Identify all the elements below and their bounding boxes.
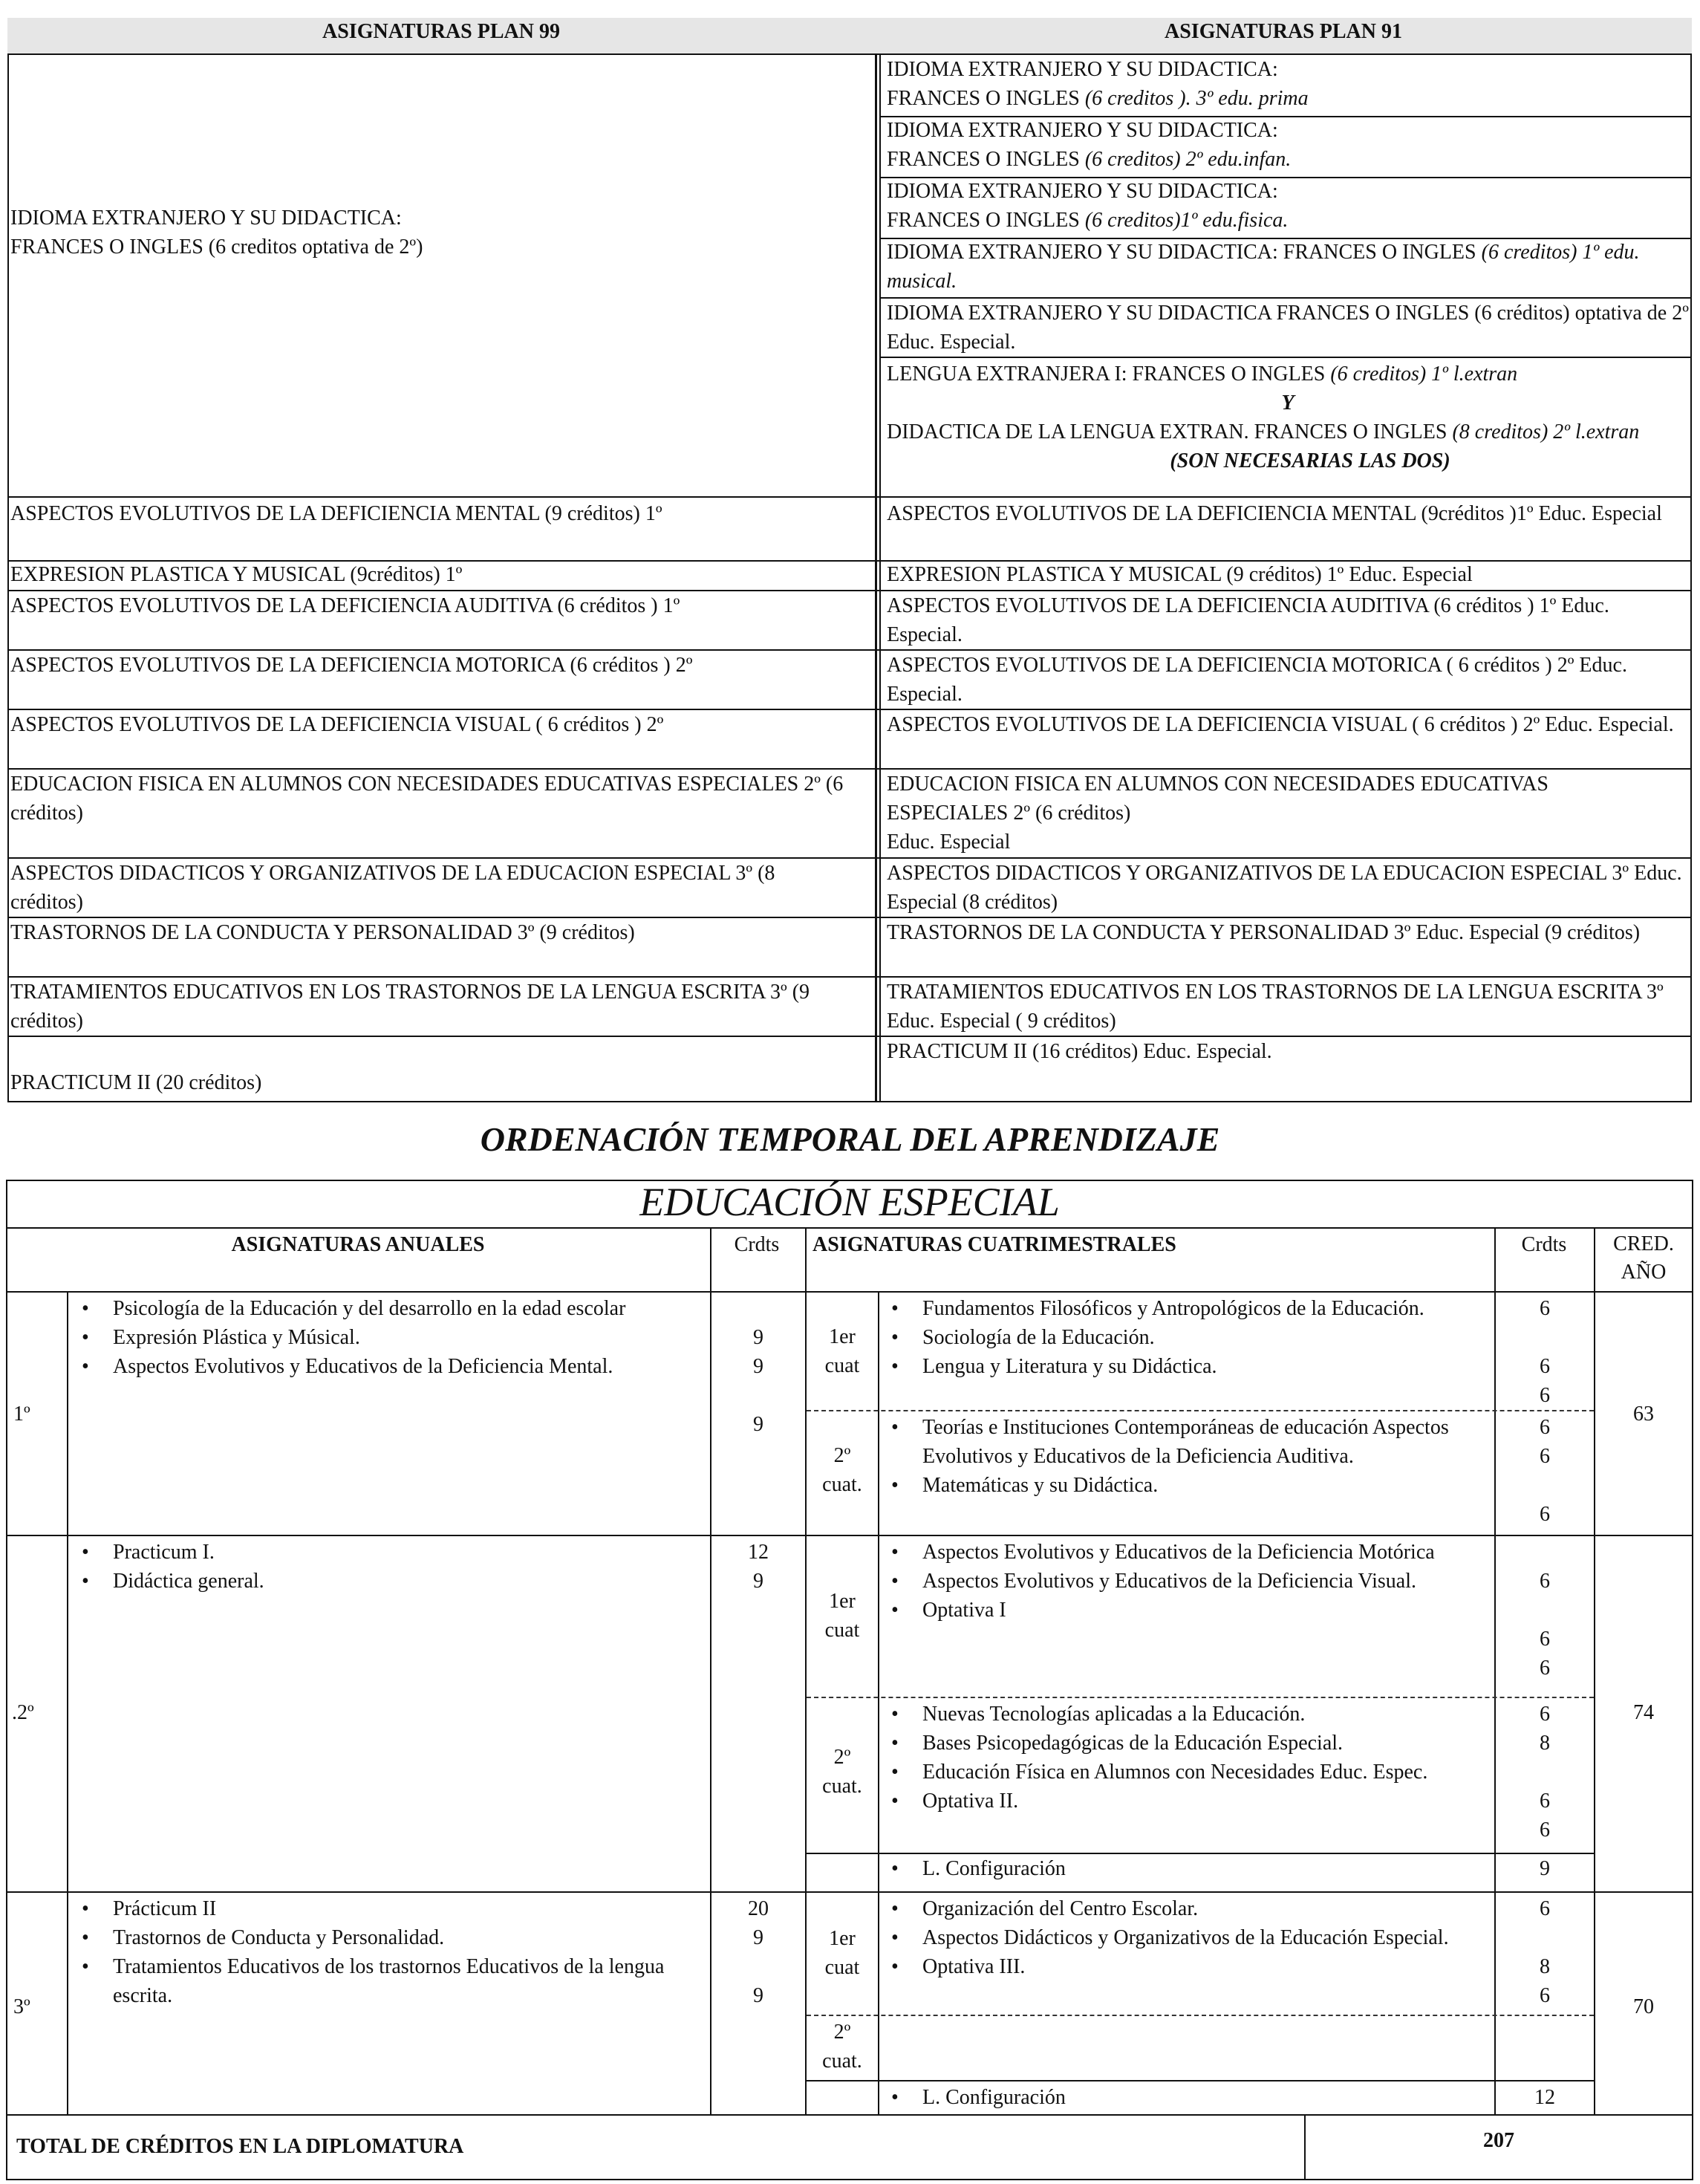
row-right-10: PRACTICUM II (16 créditos) Educ. Especial. — [887, 1040, 1272, 1063]
row-left-2: EXPRESION PLASTICA Y MUSICAL (9créditos) 1º — [10, 563, 463, 586]
list-item: • Teorías e Instituciones Contemporáneas de educación Aspectos Evolutivos y Educativos de la Deficiencia Auditiva. — [881, 1413, 1493, 1471]
row-right-2: EXPRESION PLASTICA Y MUSICAL (9 créditos) 1º Educ. Especial — [887, 563, 1473, 586]
year-1-label: 1º — [13, 1403, 30, 1426]
list-item: • Psicología de la Educación y del desarrollo en la edad escolar — [71, 1294, 709, 1323]
row-right-8: TRASTORNOS DE LA CONDUCTA Y PERSONALIDAD 3º Educ. Especial (9 créditos) — [887, 921, 1641, 944]
year-1-cuat1-credits: 6 6 6 — [1540, 1297, 1550, 1407]
list-item: • Prácticum II — [71, 1894, 709, 1923]
year-3-cuat2-label: 2º cuat. — [822, 2021, 862, 2073]
header-plan99: ASIGNATURAS PLAN 99 — [7, 18, 875, 53]
row-left-4: ASPECTOS EVOLUTIVOS DE LA DEFICIENCIA MOTORICA (6 créditos ) 2º — [10, 654, 693, 677]
row-left-6: EDUCACION FISICA EN ALUMNOS CON NECESIDADES EDUCATIVAS ESPECIALES 2º (6 créditos) — [10, 773, 844, 825]
header-cred-ano: CRED. AÑO — [1613, 1232, 1674, 1284]
year-2-cuat2-credits: 6 8 6 6 — [1540, 1703, 1550, 1842]
year-3-anuales-credits: 20 9 9 — [748, 1897, 769, 2007]
list-item: • Trastornos de Conducta y Personalidad. — [71, 1923, 709, 1952]
year-2-cuat1-label: 1er cuat — [824, 1590, 860, 1642]
row-right-3: ASPECTOS EVOLUTIVOS DE LA DEFICIENCIA AUDITIVA (6 créditos ) 1º Educ. Especial. — [887, 594, 1609, 646]
year-2-anuales-credits: 12 9 — [748, 1541, 769, 1593]
list-item: • Optativa III. — [881, 1952, 1493, 1981]
idioma-row-2: IDIOMA EXTRANJERO Y SU DIDACTICA: FRANCES O INGLES (6 creditos) 2º edu.infan. — [887, 119, 1292, 171]
year-3-cuat1 — [881, 1894, 1493, 1981]
header-anuales: ASIGNATURAS ANUALES — [231, 1233, 485, 1256]
list-item: • Didáctica general. — [71, 1567, 709, 1596]
year-1-total: 63 — [1633, 1403, 1654, 1426]
year-3-extra-credits: 12 — [1534, 2086, 1555, 2109]
year-2-extra-credits: 9 — [1540, 1857, 1550, 1880]
list-item: • L. Configuración — [881, 1854, 1493, 1883]
year-2-extra — [881, 1854, 1493, 1883]
idioma-plan91-list — [887, 55, 1689, 475]
year-1-anuales-credits: 9 9 9 — [753, 1326, 763, 1436]
year-3-cuat1-credits: 6 8 6 — [1540, 1897, 1550, 2007]
list-item: • Bases Psicopedagógicas de la Educación Especial. — [881, 1729, 1493, 1758]
year-3-label: 3º — [13, 1995, 30, 2018]
row-right-4: ASPECTOS EVOLUTIVOS DE LA DEFICIENCIA MOTORICA ( 6 créditos ) 2º Educ. Especial. — [887, 654, 1627, 706]
row-right-5: ASPECTOS EVOLUTIVOS DE LA DEFICIENCIA VISUAL ( 6 créditos ) 2º Educ. Especial. — [887, 713, 1674, 736]
year-2-cuat1 — [881, 1538, 1493, 1625]
year-3-extra — [881, 2083, 1493, 2112]
ordenacion-title: ORDENACIÓN TEMPORAL DEL APRENDIZAJE — [480, 1120, 1220, 1158]
year-2-cuat1-credits: 6 6 6 — [1540, 1570, 1550, 1680]
header-crdts: Crdts — [734, 1233, 780, 1256]
list-item: • Matemáticas y su Didáctica. — [881, 1471, 1493, 1500]
list-item: • Sociología de la Educación. — [881, 1323, 1493, 1352]
list-item: • Aspectos Evolutivos y Educativos de la Deficiencia Visual. — [881, 1567, 1493, 1596]
idioma-row-4: IDIOMA EXTRANJERO Y SU DIDACTICA: FRANCES O INGLES (6 creditos) 1º edu. musical. — [887, 241, 1640, 293]
header-plan91: ASIGNATURAS PLAN 91 — [875, 18, 1692, 53]
row-right-6: EDUCACION FISICA EN ALUMNOS CON NECESIDADES EDUCATIVAS ESPECIALES 2º (6 créditos) Educ. Especial — [887, 773, 1548, 854]
row-left-7: ASPECTOS DIDACTICOS Y ORGANIZATIVOS DE LA EDUCACION ESPECIAL 3º (8 créditos) — [10, 862, 775, 914]
row-left-1: ASPECTOS EVOLUTIVOS DE LA DEFICIENCIA MENTAL (9 créditos) 1º — [10, 502, 662, 525]
list-item: • Nuevas Tecnologías aplicadas a la Educación. — [881, 1700, 1493, 1729]
idioma-row-3: IDIOMA EXTRANJERO Y SU DIDACTICA: FRANCES O INGLES (6 creditos)1º edu.fisica. — [887, 180, 1289, 232]
list-item: • Aspectos Evolutivos y Educativos de la Deficiencia Mental. — [71, 1352, 709, 1381]
list-item: • Optativa II. — [881, 1787, 1493, 1816]
year-3-anuales — [71, 1894, 709, 2010]
row-right-1: ASPECTOS EVOLUTIVOS DE LA DEFICIENCIA MENTAL (9créditos )1º Educ. Especial — [887, 502, 1662, 525]
row-left-10: PRACTICUM II (20 créditos) — [10, 1071, 262, 1094]
row-right-7: ASPECTOS DIDACTICOS Y ORGANIZATIVOS DE LA EDUCACION ESPECIAL 3º Educ. Especial (8 créditos) — [887, 862, 1682, 914]
year-2-anuales — [71, 1538, 709, 1596]
year-2-total: 74 — [1633, 1701, 1654, 1724]
lengua-extranjera-block: LENGUA EXTRANJERA I: FRANCES O INGLES (6 creditos) 1º l.extran Y DIDACTICA DE LA LENGUA EXTRAN. FRANCES O INGLES (8 creditos) 2º l.extran (SON NECESARIAS LAS DOS) — [887, 360, 1689, 475]
row-left-3: ASPECTOS EVOLUTIVOS DE LA DEFICIENCIA AUDITIVA (6 créditos ) 1º — [10, 594, 680, 617]
year-1-cuat2-label: 2º cuat. — [822, 1444, 862, 1496]
list-item: • Aspectos Didácticos y Organizativos de la Educación Especial. — [881, 1923, 1493, 1952]
year-2-cuat2 — [881, 1700, 1493, 1816]
lengua-both-required: (SON NECESARIAS LAS DOS) — [1170, 449, 1450, 472]
year-1-cuat1 — [881, 1294, 1493, 1381]
list-item: • Educación Física en Alumnos con Necesidades Educ. Espec. — [881, 1758, 1493, 1787]
list-item: • Fundamentos Filosóficos y Antropológicos de la Educación. — [881, 1294, 1493, 1323]
lengua-y: Y — [1281, 391, 1294, 415]
row-left-8: TRASTORNOS DE LA CONDUCTA Y PERSONALIDAD 3º (9 créditos) — [10, 921, 635, 944]
list-item: • Optativa I — [881, 1596, 1493, 1625]
list-item: • Practicum I. — [71, 1538, 709, 1567]
total-value: 207 — [1483, 2129, 1514, 2152]
year-3-cuat1-label: 1er cuat — [824, 1927, 860, 1979]
row-left-5: ASPECTOS EVOLUTIVOS DE LA DEFICIENCIA VISUAL ( 6 créditos ) 2º — [10, 713, 664, 736]
year-1-cuat2-credits: 6 6 6 — [1540, 1416, 1550, 1526]
idioma-plan99: IDIOMA EXTRANJERO Y SU DIDACTICA: FRANCES O INGLES (6 creditos optativa de 2º) — [10, 207, 423, 259]
plan-title: EDUCACIÓN ESPECIAL — [639, 1180, 1060, 1224]
list-item: • Lengua y Literatura y su Didáctica. — [881, 1352, 1493, 1381]
list-item: • Organización del Centro Escolar. — [881, 1894, 1493, 1923]
list-item: • Expresión Plástica y Músical. — [71, 1323, 709, 1352]
header-crdts-2: Crdts — [1521, 1233, 1567, 1256]
row-left-9: TRATAMIENTOS EDUCATIVOS EN LOS TRASTORNOS DE LA LENGUA ESCRITA 3º (9 créditos) — [10, 981, 810, 1033]
year-1-anuales — [71, 1294, 709, 1381]
year-2-cuat2-label: 2º cuat. — [822, 1746, 862, 1798]
list-item: • Aspectos Evolutivos y Educativos de la Deficiencia Motórica — [881, 1538, 1493, 1567]
idioma-row-5: IDIOMA EXTRANJERO Y SU DIDACTICA FRANCES O INGLES (6 créditos) optativa de 2º Educ. Especial. — [887, 302, 1689, 354]
row-right-9: TRATAMIENTOS EDUCATIVOS EN LOS TRASTORNOS DE LA LENGUA ESCRITA 3º Educ. Especial ( 9 créditos) — [887, 981, 1664, 1033]
idioma-row-1: IDIOMA EXTRANJERO Y SU DIDACTICA: FRANCES O INGLES (6 creditos ). 3º edu. prima — [887, 58, 1309, 110]
year-1-cuat2 — [881, 1413, 1493, 1500]
year-1-cuat1-label: 1er cuat — [824, 1325, 860, 1377]
list-item: • L. Configuración — [881, 2083, 1493, 2112]
year-3-total: 70 — [1633, 1995, 1654, 2018]
total-label: TOTAL DE CRÉDITOS EN LA DIPLOMATURA — [16, 2135, 464, 2158]
year-2-label: .2º — [12, 1701, 34, 1724]
list-item: • Tratamientos Educativos de los trastornos Educativos de la lengua escrita. — [71, 1952, 709, 2010]
header-cuatrimestrales: ASIGNATURAS CUATRIMESTRALES — [812, 1233, 1176, 1256]
